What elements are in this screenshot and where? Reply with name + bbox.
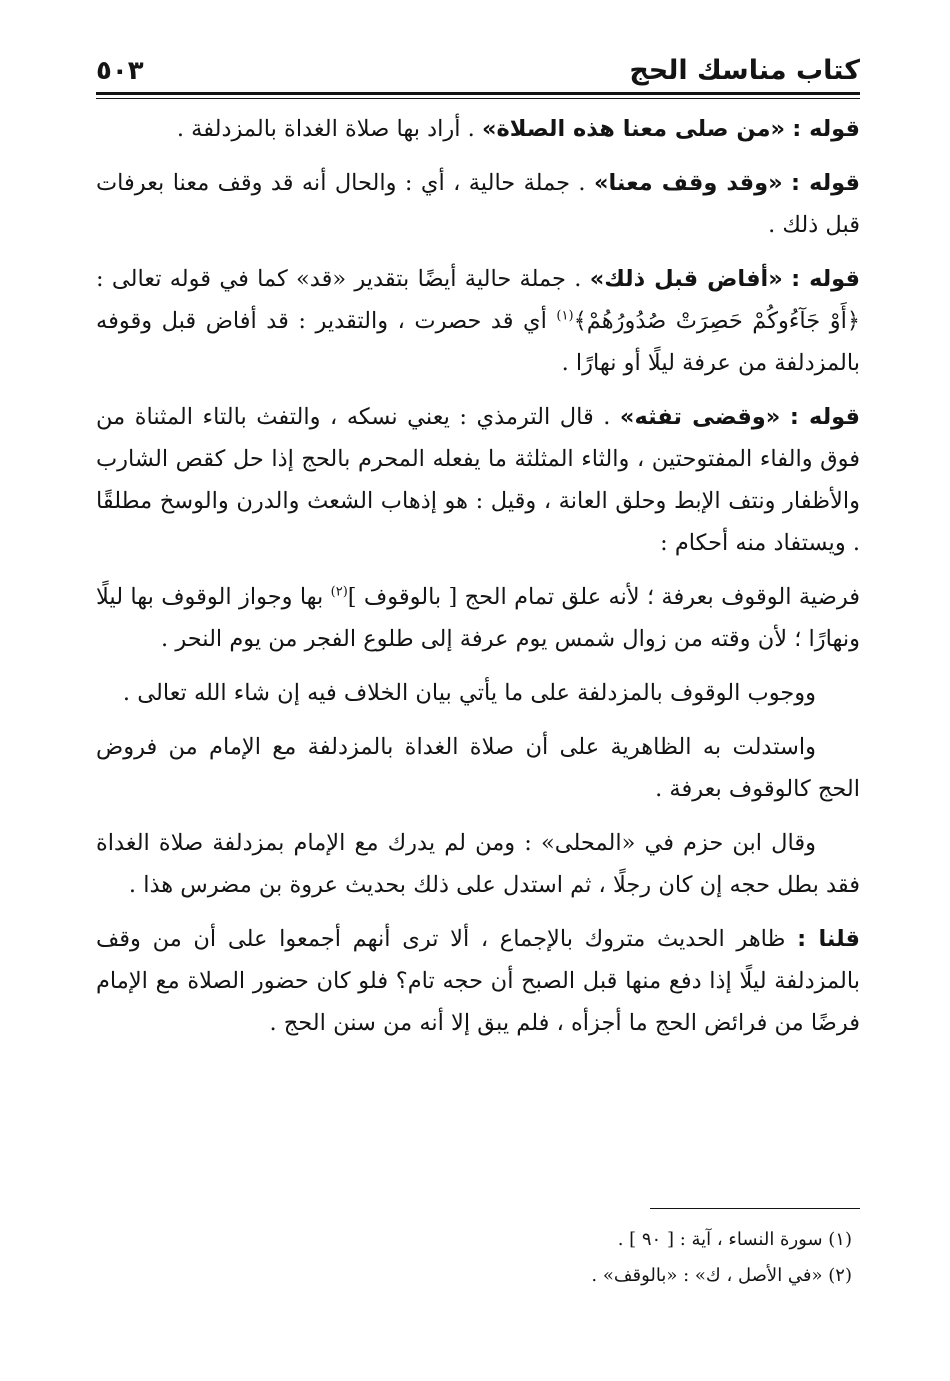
header-rule-thin [96, 98, 860, 99]
paragraph-text-continued: بها وجواز الوقوف بها ليلًا ونهارًا ؛ لأن وقته من زوال شمس يوم عرفة إلى طلوع الفجر من يوم النحر . [96, 584, 860, 652]
paragraph-lead: قوله : [789, 404, 860, 430]
paragraph-6 [96, 672, 860, 714]
footnote-marker[interactable]: (٢) [330, 584, 348, 600]
paragraph-text: . جملة حالية ، أي : والحال أنه قد وقف معنا بعرفات قبل ذلك . [96, 170, 860, 238]
paragraph-8 [96, 822, 860, 906]
paragraph-lead: قوله : [791, 170, 861, 196]
paragraph-lead: قلنا : [797, 926, 860, 952]
paragraph-text: واستدلت به الظاهرية على أن صلاة الغداة بالمزدلفة مع الإمام من فروض الحج كالوقوف بعرفة . [96, 734, 860, 802]
paragraph-text: فرضية الوقوف بعرفة ؛ لأنه علق تمام الحج [ بالوقوف ] [347, 584, 860, 610]
page-header [96, 34, 860, 92]
quoted-phrase: «أفاض قبل ذلك» [589, 266, 783, 292]
quoted-phrase: «وقضى تفثه» [619, 404, 781, 430]
paragraph-3 [96, 258, 860, 384]
body-text [96, 108, 860, 1056]
paragraph-lead: قوله : [792, 116, 860, 142]
page-number: ٥٠٣ [96, 56, 144, 86]
paragraph-lead: قوله : [791, 266, 861, 292]
paragraph-text-continued: أي قد حصرت ، والتقدير : قد أفاض قبل وقوفه بالمزدلفة من عرفة ليلًا أو نهارًا . [96, 308, 860, 376]
footnote-1: (١) سورة النساء ، آية : [ ٩٠ ] . [617, 1229, 852, 1250]
paragraph-7 [96, 726, 860, 810]
paragraph-text: . قال الترمذي : يعني نسكه ، والتفث بالتاء المثناة من فوق والفاء المفتوحتين ، والثاء المثلثة ما يفعله المحرم بالحج إذا حل كقص الشارب والأظفار ونتف الإبط وحلق العانة ، وقيل : هو إذهاب الشعث والدرن والوسخ مطلقًا . ويستفاد منه أحكام : [96, 404, 860, 556]
paragraph-4 [96, 396, 860, 564]
footnote-separator [650, 1208, 860, 1209]
footnote-2: (٢) «في الأصل ، ك» : «بالوقف» . [591, 1265, 852, 1286]
header-rule [96, 92, 860, 95]
paragraph-text: ظاهر الحديث متروك بالإجماع ، ألا ترى أنهم أجمعوا على أن من وقف بالمزدلفة ليلًا إذا دفع منها قبل الصبح أن حجه تام؟ فلو كان حضور الصلاة مع الإمام فرضًا من فرائض الحج ما أجزأه ، فلم يبق إلا أنه من سنن الحج . [96, 926, 860, 1036]
paragraph-text: وقال ابن حزم في «المحلى» : ومن لم يدرك مع الإمام بمزدلفة صلاة الغداة فقد بطل حجه إن كان رجلًا ، ثم استدل على ذلك بحديث عروة بن مضرس هذا . [96, 830, 860, 898]
paragraph-1 [96, 108, 860, 150]
paragraph-5 [96, 576, 860, 660]
paragraph-text: . جملة حالية أيضًا بتقدير «قد» كما في قوله تعالى : ﴿أَوْ جَآءُوكُمْ حَصِرَتْ صُدُورُهُمْ﴾ [96, 266, 861, 334]
running-title: كتاب مناسك الحج [629, 55, 860, 86]
quoted-phrase: «من صلى معنا هذه الصلاة» [481, 116, 786, 142]
quoted-phrase: «وقد وقف معنا» [593, 170, 783, 196]
paragraph-9 [96, 918, 860, 1044]
footnote-marker[interactable]: (١) [556, 308, 574, 324]
paragraph-2 [96, 162, 860, 246]
paragraph-text: . أراد بها صلاة الغداة بالمزدلفة . [176, 116, 482, 142]
paragraph-text: ووجوب الوقوف بالمزدلفة على ما يأتي بيان الخلاف فيه إن شاء الله تعالى . [122, 680, 816, 706]
footnotes [96, 1222, 860, 1294]
